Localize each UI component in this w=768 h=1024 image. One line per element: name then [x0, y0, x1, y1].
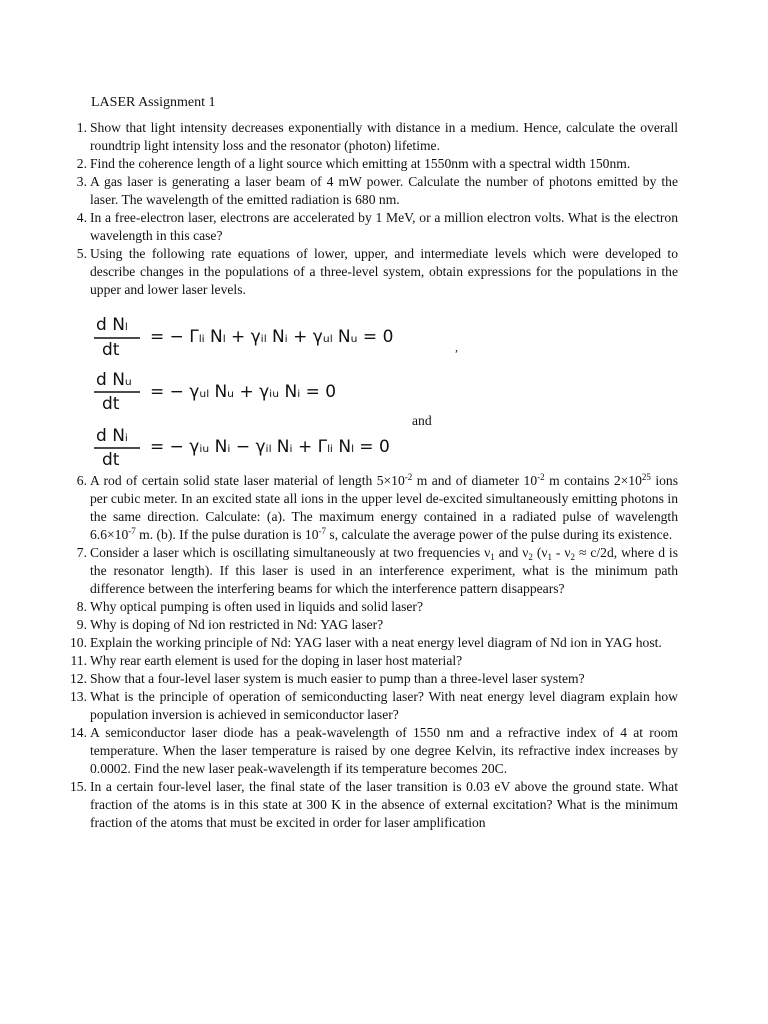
- question-number: 9.: [76, 617, 87, 632]
- question-item: [60, 544, 678, 598]
- question-number: 4.: [76, 210, 87, 225]
- question-text: Why rear earth element is used for the doping in laser host material?: [90, 653, 463, 668]
- question-item: [60, 598, 678, 616]
- question-number: 5.: [76, 246, 87, 261]
- equations-block: [60, 308, 678, 470]
- text-run: m contains 2×10: [544, 473, 642, 488]
- handwritten-equations: [90, 308, 480, 470]
- question-item: [60, 688, 678, 724]
- question-item: [60, 634, 678, 652]
- question-text: Show that a four-level laser system is much easier to pump than a three-level laser system?: [90, 671, 585, 686]
- text-run: Consider a laser which is oscillating simultaneously at two frequencies ν: [90, 545, 491, 560]
- superscript: -2: [537, 472, 545, 482]
- question-number: 2.: [76, 156, 87, 171]
- question-item: [60, 209, 678, 245]
- question-text: Show that light intensity decreases exponentially with distance in a medium. Hence, calculate the overall roundtrip light intensity loss and the resonator (photon) lifetime.: [90, 120, 678, 153]
- subscript: 1: [547, 552, 552, 562]
- eq2-lhs-denominator: dt: [102, 394, 120, 414]
- rate-equations-figure: [60, 308, 678, 470]
- subscript: 2: [570, 552, 576, 562]
- question-text: Explain the working principle of Nd: YAG laser with a neat energy level diagram of Nd ion in YAG host.: [90, 635, 662, 650]
- question-text: A gas laser is generating a laser beam of 4 mW power. Calculate the number of photons emitted by the laser. The wavelength of the emitted radiation is 680 nm.: [90, 174, 678, 207]
- question-text: Find the coherence length of a light source which emitting at 1550nm with a spectral width 150nm.: [90, 156, 631, 171]
- question-number: 6.: [76, 473, 87, 488]
- question-item: [60, 652, 678, 670]
- question-item: [60, 173, 678, 209]
- eq2-lhs-numerator: d Nᵤ: [96, 370, 132, 390]
- question-text: Why optical pumping is often used in liquids and solid laser?: [90, 599, 423, 614]
- question-number: 7.: [76, 545, 87, 560]
- eq3-rhs: = − γᵢᵤ Nᵢ − γᵢₗ Nᵢ + Γₗᵢ Nₗ = 0: [150, 437, 390, 457]
- question-item: [60, 616, 678, 634]
- question-item: [60, 670, 678, 688]
- text-run: A rod of certain solid state laser material of length 5×10: [90, 473, 405, 488]
- question-text: Using the following rate equations of lower, upper, and intermediate levels which were developed to describe changes in the populations of a three-level system, obtain expressions for the populations in the upper and lower laser levels.: [90, 246, 678, 297]
- question-list: [60, 119, 678, 832]
- superscript: -2: [404, 472, 413, 482]
- eq3-lhs-numerator: d Nᵢ: [96, 426, 128, 446]
- eq1-lhs-numerator: d Nₗ: [96, 315, 128, 335]
- question-text: In a certain four-level laser, the final state of the laser transition is 0.03 eV above the ground state. What fraction of the atoms is in this state at 300 K in the absence of external excitation? What is the minimum fraction of the atoms that must be excited in order for laser amplification: [90, 779, 678, 830]
- question-item: [60, 778, 678, 832]
- equation-comma: ,: [455, 340, 458, 354]
- question-text: A semiconductor laser diode has a peak-wavelength of 1550 nm and a refractive index of 4 at room temperature. When the laser temperature is raised by one degree Kelvin, its refractive index increases by 0.0002. Find the new laser peak-wavelength if its temperature becomes 20C.: [90, 725, 678, 776]
- question-number: 11.: [70, 653, 87, 668]
- eq2-rhs: = − γᵤₗ Nᵤ + γᵢᵤ Nᵢ = 0: [150, 382, 337, 402]
- eq1-lhs-denominator: dt: [102, 340, 120, 360]
- text-run: m. (b). If the pulse duration is 10: [135, 527, 319, 542]
- question-number: 8.: [76, 599, 87, 614]
- question-number: 12.: [70, 671, 87, 686]
- question-number: 10.: [70, 635, 87, 650]
- subscript: 2: [528, 552, 533, 562]
- question-text: Why is doping of Nd ion restricted in Nd: YAG laser?: [90, 617, 384, 632]
- question-item: [60, 724, 678, 778]
- question-item: [60, 472, 678, 544]
- text-run: - ν: [552, 545, 571, 560]
- question-number: 13.: [70, 689, 87, 704]
- superscript: -7: [128, 526, 136, 536]
- question-number: 3.: [76, 174, 87, 189]
- question-text: [90, 473, 678, 542]
- text-run: s, calculate the average power of the pulse during its existence.: [326, 527, 673, 542]
- text-run: ≈ c/2d, where d is the resonator length). If this laser is used in an interference experiment, what is the minimum path difference between the interfering beams for which the interference pattern disappears?: [90, 545, 678, 596]
- question-text: [90, 545, 678, 596]
- text-run: (ν: [532, 545, 548, 560]
- question-number: 1.: [76, 120, 87, 135]
- question-number: 15.: [70, 779, 87, 794]
- question-item: [60, 155, 678, 173]
- eq1-rhs: = − Γₗᵢ Nₗ + γᵢₗ Nᵢ + γᵤₗ Nᵤ = 0: [150, 327, 394, 347]
- question-item: [60, 245, 678, 299]
- question-text: In a free-electron laser, electrons are accelerated by 1 MeV, or a million electron volts. What is the electron wavelength in this case?: [90, 210, 678, 243]
- text-run: and ν: [494, 545, 529, 560]
- text-run: m and of diameter 10: [412, 473, 538, 488]
- subscript: 1: [490, 552, 495, 562]
- equation-and-label: and: [412, 413, 432, 428]
- text-run: ions per cubic meter. In an excited state all ions in the upper level de-excited simultaneously emitting photons in the same direction. Calculate: (a). The maximum energy contained in a radiated pulse of wavelength 6.6×10: [90, 473, 679, 542]
- superscript: 25: [641, 472, 651, 482]
- eq3-lhs-denominator: dt: [102, 450, 120, 470]
- superscript: -7: [318, 526, 326, 536]
- assignment-title: LASER Assignment 1: [91, 95, 216, 110]
- question-text: What is the principle of operation of semiconducting laser? With neat energy level diagram explain how population inversion is achieved in semiconductor laser?: [90, 689, 678, 722]
- question-item: [60, 119, 678, 155]
- question-number: 14.: [70, 725, 87, 740]
